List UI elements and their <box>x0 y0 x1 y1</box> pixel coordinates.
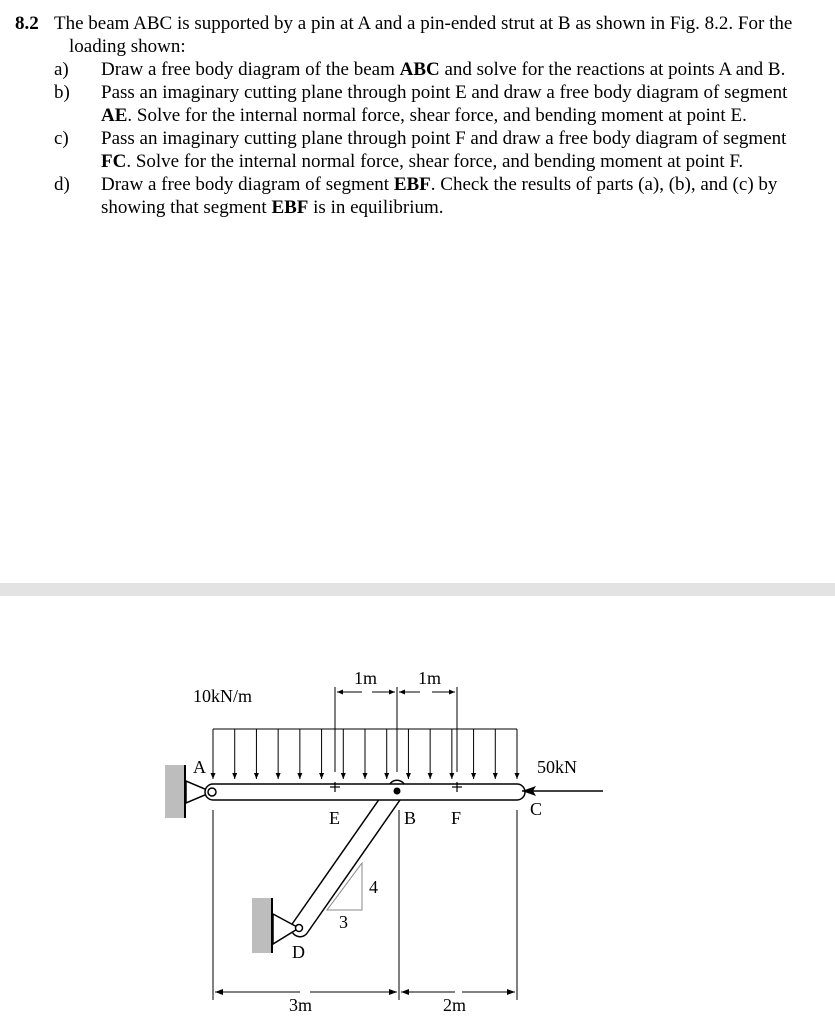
distributed-load <box>213 729 517 779</box>
wall-a <box>165 765 185 818</box>
dim-bottom-left: 3m <box>289 995 313 1015</box>
problem-number: 8.2 <box>15 13 39 34</box>
slope-run: 3 <box>339 912 348 932</box>
load-label: 10kN/m <box>193 686 253 706</box>
label-a: A <box>193 757 206 777</box>
slope-rise: 4 <box>369 877 378 897</box>
beam-abc <box>205 784 525 800</box>
label-b: B <box>404 808 417 828</box>
label-f: F <box>451 808 462 828</box>
problem-item-a: a) Draw a free body diagram of the beam ABC and solve for the reactions at points A and B. <box>54 59 786 80</box>
pin-d <box>296 925 303 932</box>
problem-item-b: b) Pass an imaginary cutting plane through point E and draw a free body diagram of segment AE. Solve for the internal normal force, shear force, and bending moment at point E. <box>54 82 788 126</box>
problem-item-c: c) Pass an imaginary cutting plane through point F and draw a free body diagram of segment FC. Solve for the internal normal force, shear force, and bending moment at point F. <box>54 128 787 172</box>
pin-a <box>208 788 216 796</box>
label-c: C <box>530 799 543 819</box>
dim-bottom-right: 2m <box>443 995 467 1015</box>
dim-top-left: 1m <box>354 668 378 688</box>
pin-b <box>394 788 401 795</box>
problem-item-d: d) Draw a free body diagram of segment EBF. Check the results of parts (a), (b), and (c) by showing that segment EBF is in equilibrium. <box>54 174 778 218</box>
label-d: D <box>292 942 305 962</box>
dim-top-right: 1m <box>418 668 442 688</box>
label-e: E <box>329 808 340 828</box>
problem-intro: The beam ABC is supported by a pin at A and a pin-ended strut at B as shown in Fig. 8.2. For the loading shown: <box>54 13 793 57</box>
force-label: 50kN <box>537 757 577 777</box>
wall-d <box>252 898 272 953</box>
